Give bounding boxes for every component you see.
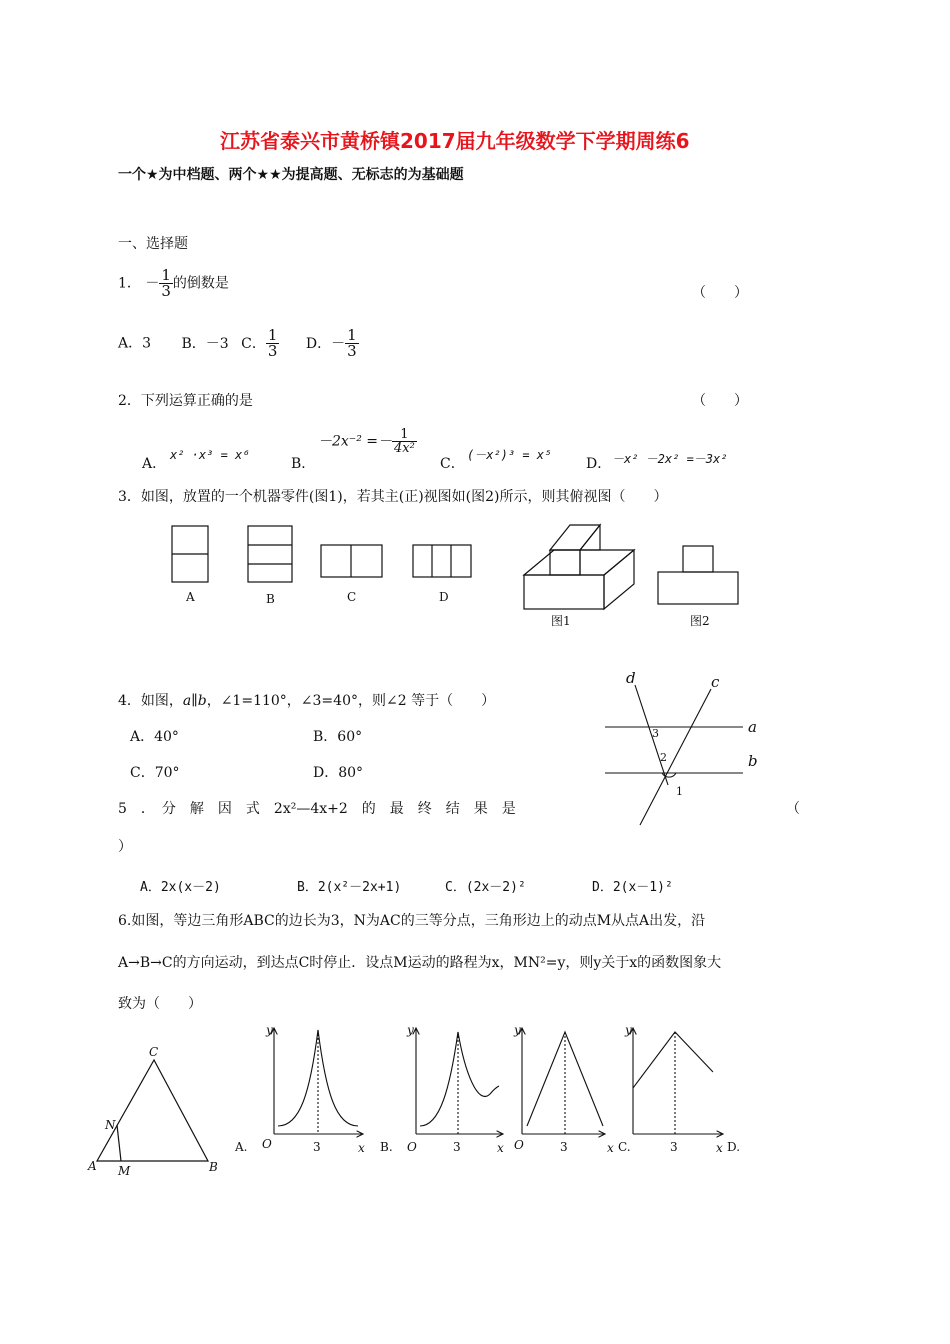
q1-option-c-label: C．	[241, 335, 266, 352]
q6-graph-d	[633, 1028, 723, 1134]
q4-label-angle3: 3	[652, 727, 659, 740]
q6-label-b: B	[209, 1160, 218, 1174]
question-6-line3: 致为（ ）	[118, 996, 202, 1012]
q2-option-d-expr: －x² －2x² =－3x²	[612, 452, 728, 466]
question-4: 4．如图，a∥b，∠1=110°，∠3=40°，则∠2 等于（ ）	[118, 693, 496, 709]
svg-text:y: y	[625, 1023, 632, 1037]
q3-figure-2	[658, 546, 738, 604]
svg-text:x: x	[716, 1141, 723, 1155]
q6-graph-c	[522, 1028, 605, 1134]
q3-figure-1	[524, 525, 634, 609]
q6-graph-b	[416, 1028, 503, 1134]
svg-text:3: 3	[313, 1140, 321, 1154]
svg-text:3: 3	[670, 1140, 678, 1154]
q4-option-c: C．70°	[130, 765, 180, 781]
q1-number: 1．	[118, 275, 141, 292]
q6-label-m: M	[118, 1164, 131, 1178]
svg-text:y: y	[407, 1023, 414, 1037]
q3-label-a: A	[186, 590, 195, 604]
q5-paren-open: （	[786, 801, 800, 817]
q4-label-a: a	[748, 718, 757, 736]
q2-option-d-label: D．	[586, 456, 612, 472]
svg-text:x: x	[607, 1141, 614, 1155]
q4-label-angle2: 2	[660, 751, 667, 764]
svg-text:x: x	[358, 1141, 365, 1155]
q2-option-a-expr: x² ·x³ = x⁶	[170, 448, 250, 462]
q4-label-b: b	[748, 752, 758, 770]
svg-text:x: x	[497, 1141, 504, 1155]
q3-label-b: B	[266, 592, 275, 606]
q1-answer-paren: （ ）	[692, 285, 748, 301]
q1-text: 的倒数是	[172, 275, 229, 292]
q1-minus: －	[145, 275, 160, 292]
q6-label-n: N	[105, 1118, 116, 1132]
q6-graph-a-label: A.	[235, 1140, 248, 1154]
question-1	[118, 268, 229, 299]
q5-option-d: D．2(x－1)²	[592, 880, 673, 895]
svg-text:O: O	[514, 1138, 524, 1152]
q6-graph-c-label: C.	[618, 1140, 631, 1154]
svg-text:O: O	[407, 1140, 417, 1154]
question-2: 2．下列运算正确的是	[118, 393, 253, 409]
question-6-line2: A→B→C的方向运动，到达点C时停止．设点M运动的路程为x，MN²=y，则y关于x的函数图象大	[118, 955, 722, 971]
q2-option-c-expr: (－x²)³ = x⁵	[467, 448, 552, 462]
q3-label-d: D	[439, 590, 449, 604]
q3-label-c: C	[347, 590, 357, 604]
q1-options	[118, 328, 359, 359]
q6-figures	[85, 1018, 741, 1183]
q3-label-fig1: 图1	[551, 614, 571, 628]
q2-option-a-label: A．	[142, 456, 167, 472]
q1-option-c-fraction: $\frac{1}{3}$	[267, 326, 278, 360]
q3-view-d	[413, 545, 471, 577]
q2-option-b-expr: －2x⁻² =－ $\frac{1}{\text{4x²}}$	[318, 427, 415, 456]
svg-text:y: y	[514, 1023, 521, 1037]
question-3: 3．如图，放置的一个机器零件(图1)，若其主(正)视图如(图2)所示，则其俯视图（ ）	[118, 489, 668, 505]
svg-text:3: 3	[453, 1140, 461, 1154]
question-6-line1: 6.如图，等边三角形ABC的边长为3，N为AC的三等分点，三角形边上的动点M从点A出发，沿	[118, 913, 706, 929]
q2-answer-paren: （ ）	[692, 393, 748, 409]
q5-option-a: A．2x(x－2)	[140, 880, 221, 895]
q4-option-b: B．60°	[313, 729, 363, 745]
q2-option-b-label: B．	[291, 456, 316, 472]
q6-triangle	[97, 1060, 208, 1161]
q4-line-c	[640, 689, 711, 825]
q6-label-a: A	[88, 1159, 97, 1173]
q4-label-d: d	[626, 669, 636, 687]
q6-graph-d-label: D.	[727, 1140, 741, 1154]
q2-option-c-label: C．	[440, 456, 465, 472]
q3-label-fig2: 图2	[690, 614, 710, 628]
q6-label-c: C	[149, 1045, 159, 1059]
q4-figure	[600, 665, 770, 830]
svg-text:y: y	[266, 1023, 273, 1037]
q4-label-angle1: 1	[676, 785, 683, 798]
q5-paren-close: ）	[118, 839, 132, 855]
q5-option-b: B．2(x²－2x+1)	[297, 880, 402, 895]
q6-graph-b-label: B.	[380, 1140, 393, 1154]
subtitle: 一个★为中档题、两个★★为提高题、无标志的为基础题	[118, 167, 464, 183]
q1-option-b: B．－3	[181, 335, 229, 352]
svg-text:3: 3	[560, 1140, 568, 1154]
page-title: 江苏省泰兴市黄桥镇2017届九年级数学下学期周练6	[220, 129, 690, 153]
svg-text:O: O	[262, 1137, 272, 1151]
q1-option-d-fraction: $\frac{1}{3}$	[347, 326, 357, 360]
question-5: 5 ． 分 解 因 式 2x²—4x+2 的 最 终 结 果 是	[118, 801, 516, 817]
q4-option-d: D．80°	[313, 765, 364, 781]
q4-option-a: A．40°	[130, 729, 179, 745]
q3-figures	[150, 515, 750, 635]
q1-option-d-label: D．－	[305, 335, 346, 352]
q1-option-a: A．3	[118, 335, 152, 352]
q6-graph-a	[274, 1028, 363, 1134]
q1-fraction: $\frac{1}{3}$	[161, 266, 171, 300]
q3-view-b	[248, 526, 292, 582]
section-heading: 一、选择题	[118, 236, 188, 252]
q4-label-c: c	[711, 673, 720, 691]
q5-option-c: C．(2x－2)²	[445, 880, 526, 895]
